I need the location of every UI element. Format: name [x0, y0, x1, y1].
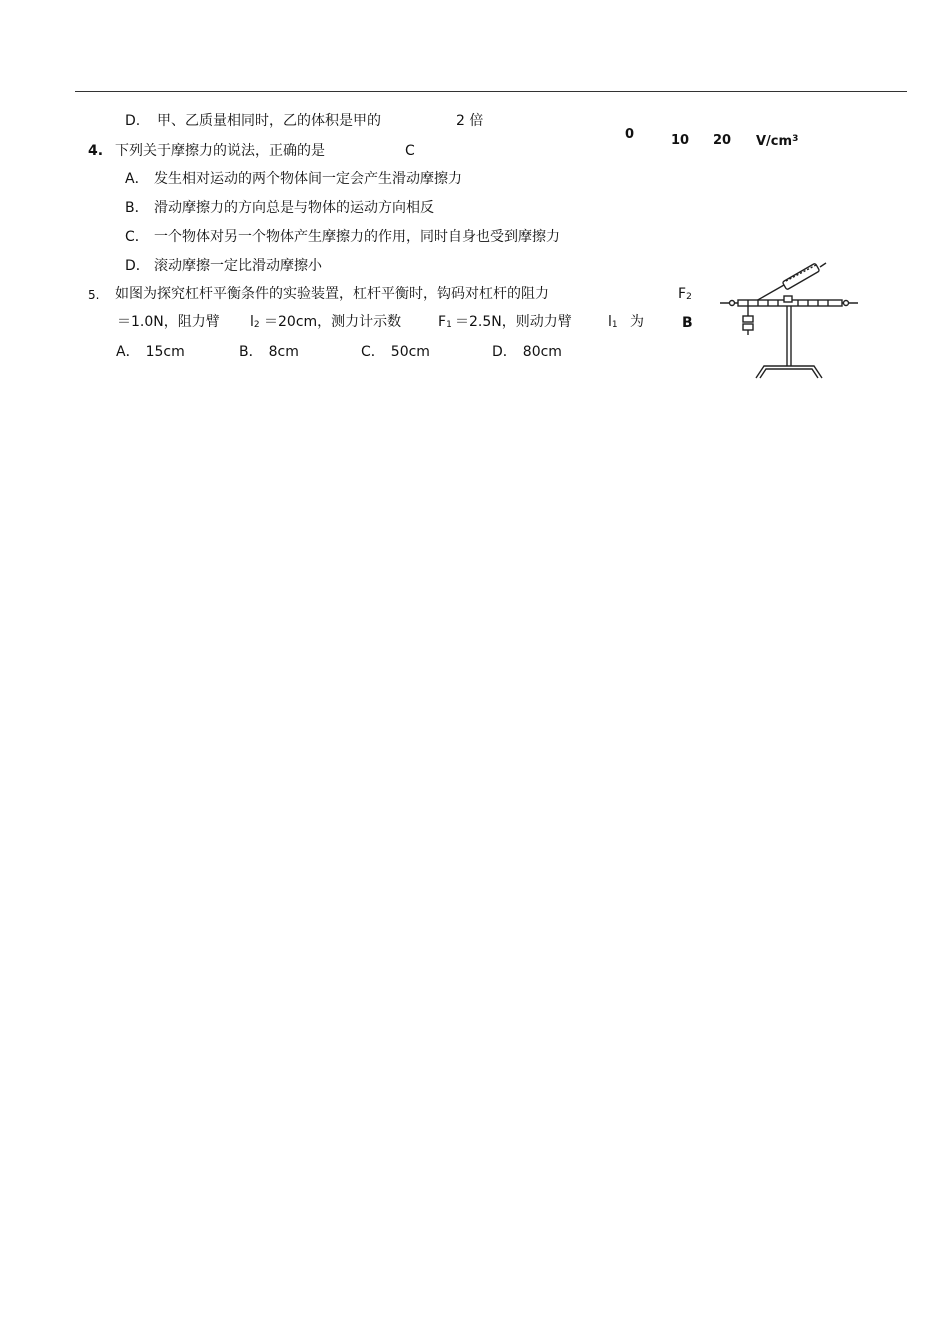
spring-scale-icon [756, 263, 826, 301]
hook-weights-icon [743, 306, 753, 335]
q5-line2-d: 为 [630, 314, 644, 330]
q5-line2-c: ＝2.5N，则动力臂 [455, 314, 572, 330]
q4-number: 4. [88, 143, 104, 159]
q5-l2-label: l2 [250, 314, 260, 330]
q5-number: 5. [88, 288, 100, 302]
q4-option-b-letter: B． [125, 200, 149, 216]
q4-stem: 下列关于摩擦力的说法，正确的是 [115, 143, 325, 159]
q5-line2-b: ＝20cm，测力计示数 [264, 314, 402, 330]
q5-line2-a: ＝1.0N，阻力臂 [117, 314, 220, 330]
q4-option-d-text: 滚动摩擦一定比滑动摩擦小 [154, 258, 322, 274]
axis-unit: $V/cm^3$ [756, 134, 799, 149]
q5-option-a: A． 15cm [116, 344, 185, 360]
q5-option-d: D． 80cm [492, 344, 562, 360]
q4-option-a-text: 发生相对运动的两个物体间一定会产生滑动摩擦力 [154, 171, 462, 187]
q4-option-b-text: 滑动摩擦力的方向总是与物体的运动方向相反 [154, 200, 434, 216]
q4-option-d-letter: D． [125, 258, 150, 274]
q5-option-c: C． 50cm [361, 344, 430, 360]
q4-option-c-text: 一个物体对另一个物体产生摩擦力的作用，同时自身也受到摩擦力 [154, 229, 560, 245]
lever-bar-icon [720, 296, 858, 306]
q5-f1-label: F1 [438, 314, 452, 330]
q5-answer: B [682, 315, 693, 331]
q4-option-a-letter: A． [125, 171, 149, 187]
stand-icon [756, 306, 822, 378]
q5-option-b: B． 8cm [239, 344, 299, 360]
axis-tick-10: 10 [671, 133, 690, 148]
q3-option-d-value: 2 倍 [456, 113, 484, 129]
q3-option-d-letter: D. [125, 113, 141, 129]
q5-stem-line1: 如图为探究杠杆平衡条件的实验装置，杠杆平衡时，钩码对杠杆的阻力 [115, 286, 549, 302]
q4-answer: C [405, 143, 415, 159]
axis-tick-0: 0 [625, 127, 635, 142]
q3-option-d-text: 甲、乙质量相同时，乙的体积是甲的 [157, 113, 381, 129]
lever-apparatus-figure [716, 262, 862, 384]
q5-l1-label: l1 [608, 314, 618, 330]
q5-f2-label: F2 [678, 286, 692, 302]
axis-tick-20: 20 [713, 133, 732, 148]
header-rule [75, 91, 907, 92]
q4-option-c-letter: C． [125, 229, 149, 245]
